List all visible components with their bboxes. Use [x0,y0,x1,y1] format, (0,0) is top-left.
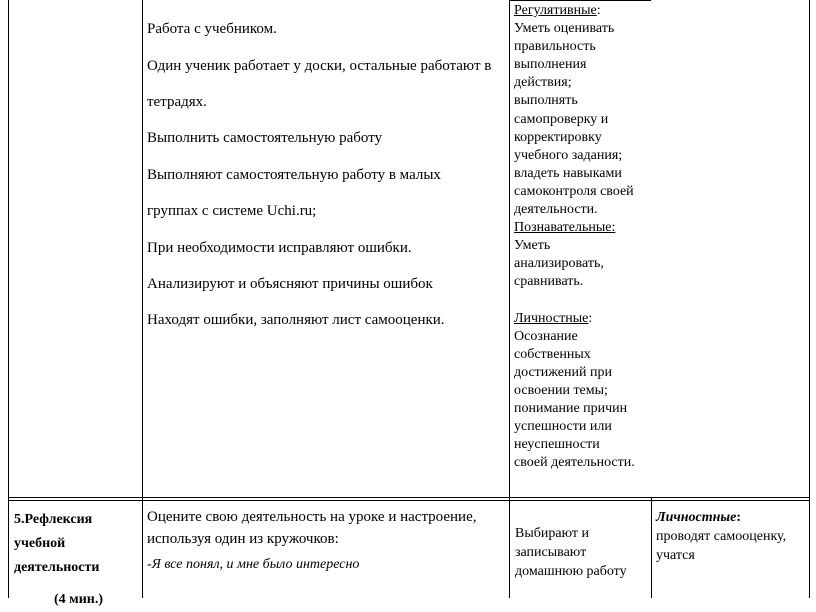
personal-line: неуспешности [514,437,600,453]
personal-heading: Личностные [514,310,589,326]
regulative-line: выполнять [514,93,578,109]
teacher-activity-cell [147,506,505,576]
regulative-line: выполнения [514,57,587,73]
stage-name-line: деятельности [14,560,100,575]
stage-cell [14,508,138,612]
cognitive-line: Уметь [514,238,551,254]
activity-line: При необходимости исправляют ошибки. [147,239,412,256]
activity-line: Находят ошибки, заполняют лист самооценки. [147,312,445,329]
activity-line: тетрадях. [147,94,207,111]
personal-heading-line [514,310,654,328]
table-row-divider [8,497,810,498]
personal-line: освоении темы; [514,382,608,398]
personal-line: своей деятельности. [514,455,635,471]
regulative-line: учебного задания; [514,147,623,163]
personal-line: понимание причин [514,400,628,416]
activity-cell-top [147,2,505,348]
regulative-colon: : [596,3,601,18]
regulative-line: владеть навыками [514,165,622,181]
regulative-line: Уметь оценивать [514,21,615,37]
regulative-heading: Регулятивные [514,3,597,18]
table-border-right [809,0,810,598]
activity-line: Выполняют самостоятельную работу в малых [147,166,441,183]
result-cell [656,508,808,565]
cognitive-line: анализировать, [514,256,604,272]
regulative-line: корректировку [514,129,602,145]
regulative-line: действия; [514,75,572,91]
result-heading: Личностные [656,510,737,525]
regulative-line: самоконтроля своей [514,183,634,199]
table-border-left [8,0,9,598]
activity-line: группах с системе Uchi.ru; [147,203,317,220]
result-text: проводят самооценку, учатся [656,529,787,563]
cognitive-heading: Познавательные: [514,220,616,236]
regulative-line: самопроверку и [514,111,609,127]
personal-line: успешности или [514,419,612,435]
table-column-divider-2 [509,0,510,598]
table-top-stub [509,0,651,1]
activity-line: Работа с учебником. [147,21,277,38]
result-heading-colon: : [736,510,741,525]
personal-colon: : [588,310,593,326]
personal-line: собственных [514,346,591,362]
teacher-example-answer: -Я все понял, и мне было интересно [147,557,360,572]
table-column-divider-1 [142,0,143,598]
stage-name-line: 5.Рефлексия [14,512,93,527]
personal-line: достижений при [514,364,612,380]
student-activity-text: Выбирают и записывают домашнюю работу [515,526,627,579]
personal-line: Осознание [514,328,578,344]
activity-line: Анализируют и объясняют причины ошибок [147,276,433,293]
regulative-line: деятельности. [514,202,598,218]
stage-name-line: учебной [14,536,66,551]
table-column-divider-3 [651,498,652,598]
table-row-divider-2 [8,500,810,501]
teacher-instruction: Оцените свою деятельность на уроке и настроение, используя один из кружочков: [147,509,477,547]
learning-skills-cell [514,2,654,472]
activity-line: Выполнить самостоятельную работу [147,130,383,147]
activity-line: Один ученик работает у доски, остальные работают в [147,57,492,74]
regulative-line: правильность [514,39,596,55]
student-activity-cell [515,524,650,581]
spacer [514,292,654,310]
cognitive-line: сравнивать. [514,274,584,290]
stage-duration: (4 мин.) [54,592,103,607]
regulative-heading-line [514,2,654,20]
